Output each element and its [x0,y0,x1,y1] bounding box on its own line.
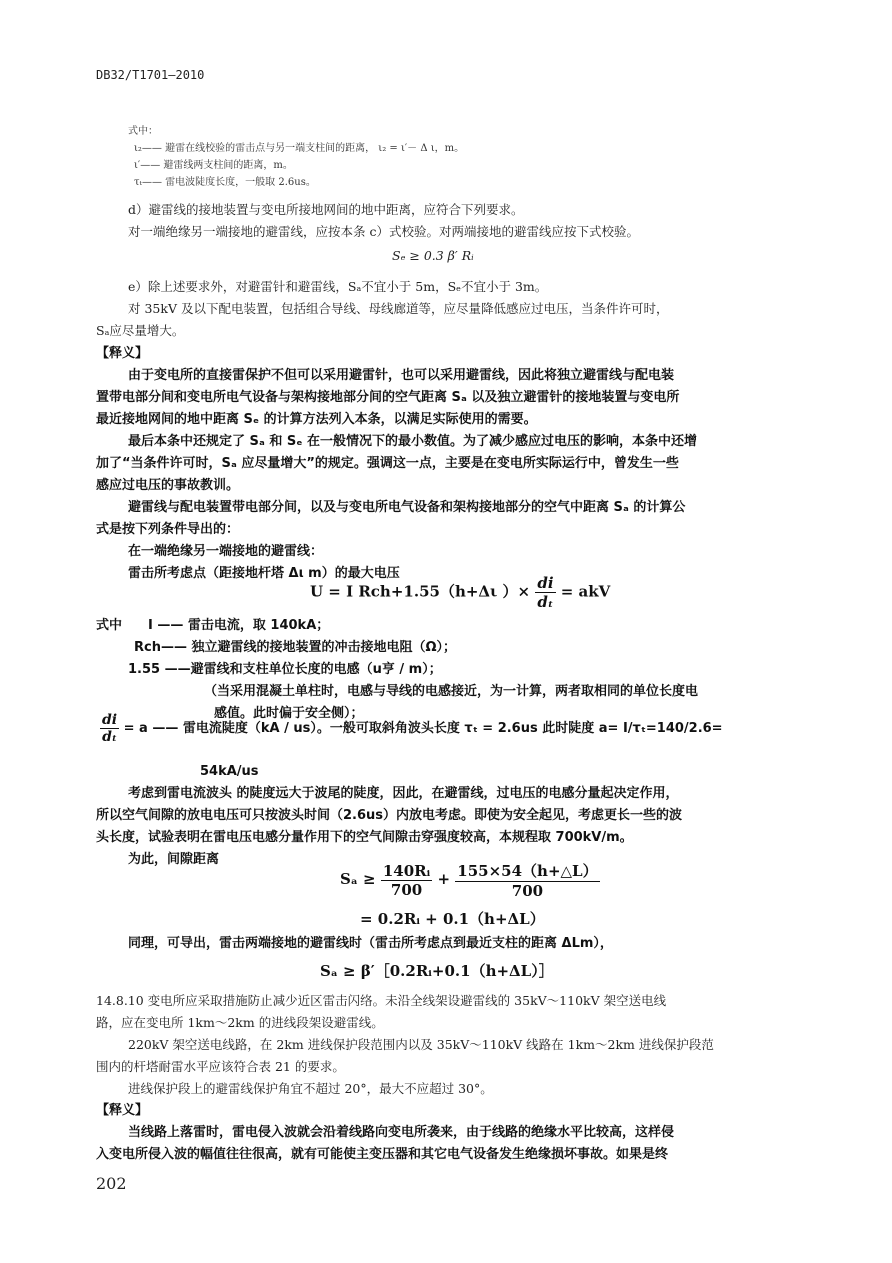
steepness-denominator: dₜ [102,729,118,745]
eq1-rhs: = akV [560,582,611,601]
section-title-shiyi-2: 【释义】 [96,1103,149,1118]
definition-l2: ι₂—— 避雷在线校验的雷击点与另一端支柱间的距离， ι₂ = ι′－ Δ ι，m。 [134,143,465,154]
shiyi-p4: 在一端绝缘另一端接地的避雷线： [128,544,324,559]
shiyi-p2-line2: 加了“当条件许可时，Sₐ 应尽量增大”的规定。强调这一点，主要是在变电所实际运行中，曾发生一些 [96,456,679,471]
shiyi-p1-line3: 最近接地网间的地中距离 Sₑ 的计算方法列入本条，以满足实际使用的需要。 [96,412,537,427]
clause-14-8-10-line4: 围内的杆塔耐雷水平应该符合表 21 的要求。 [96,1059,345,1074]
shiyi-p1-line2: 置带电部分间和变电所电气设备与架构接地部分间的空气距离 Sₐ 以及独立避雷针的接地装置与变电所 [96,390,680,405]
clause-14-8-10-line2: 路，应在变电所 1km～2km 的进线段架设避雷线。 [96,1015,384,1030]
equation-gap-distance-result: = 0.2Rᵢ + 0.1（h+ΔL） [360,910,545,928]
eq1-lhs: U = I Rch+1.55（h+Δι ）× [310,582,531,601]
steepness-text: = a —— 雷电流陡度（kA / us）。一般可取斜角波头长度 τₜ = 2.6us 此时陡度 a= I/τₜ=140/2.6= [123,721,723,736]
definitions-intro: 式中： [128,126,158,137]
eq2-numerator2: 155×54（h+△L） [457,862,598,880]
where-note-line2: 感值。此时偏于安全侧）； [214,706,364,721]
where-label: 式中 [96,618,123,633]
eq2-numerator1: 140Rᵢ [382,861,431,880]
clause-14-8-10-line5: 进线保护段上的避雷线保护角宜不超过 20°，最大不应超过 30°。 [128,1081,493,1096]
shiyi-p2-line3: 感应过电压的事故教训。 [96,478,240,493]
clause-e-text: e）除上述要求外，对避雷针和避雷线，Sₐ不宜小于 5m，Sₑ不宜小于 3m。 [128,279,548,294]
equation-two-end: Sₐ ≥ β′［0.2Rᵢ+0.1（h+ΔL）］ [320,962,554,980]
eq1-denominator: dₜ [537,593,554,611]
equation-gap-distance [340,860,600,900]
section-title-shiyi: 【释义】 [96,346,149,361]
equation-max-voltage [310,574,610,611]
shiyi-p6-line3: 头长度，试验表明在雷电压电感分量作用下的空气间隙击穿强度较高，本规程取 700kV/m。 [96,830,633,845]
paragraph-35kv: 对 35kV 及以下配电装置，包括组合导线、母线廊道等，应尽量降低感应过电压，当条件许可时， [128,301,669,316]
shiyi-p2-line1: 最后本条中还规定了 Sₐ 和 Sₑ 在一般情况下的最小数值。为了减少感应过电压的影响，本条中还增 [128,434,698,449]
paragraph-35kv-cont: Sₐ应尽量增大。 [96,323,185,338]
shiyi2-line1: 当线路上落雷时，雷电侵入波就会沿着线路向变电所袭来，由于线路的绝缘水平比较高，这样侵 [128,1125,675,1140]
clause-14-8-10-line3: 220kV 架空送电线路，在 2km 进线保护段范围内以及 35kV～110kV 线路在 1km～2km 进线保护段范 [128,1037,714,1052]
where-item-steepness [100,712,723,745]
where-item-inductance: 1.55 ——避雷线和支柱单位长度的电感（u亨 / m）； [128,662,442,677]
definition-tau: τₜ—— 雷电波陡度长度，一般取 2.6us。 [134,177,316,188]
document-code: DB32/T1701—2010 [96,68,205,82]
eq2-fraction1 [381,862,432,899]
shiyi-p7: 为此，间隙距离 [128,852,220,867]
eq1-numerator: di [537,574,554,592]
eq2-plus: + [437,870,451,888]
formula-se: Sₑ ≥ 0.3 β′ Rᵢ [392,248,474,263]
shiyi-p1-line1: 由于变电所的直接雷保护不但可以采用避雷针，也可以采用避雷线，因此将独立避雷线与配电装 [128,368,675,383]
shiyi-p6-line1: 考虑到雷电流波头 的陡度远大于波尾的陡度，因此，在避雷线，过电压的电感分量起决定作用， [128,786,679,801]
shiyi-p8: 同理，可导出，雷击两端接地的避雷线时（雷击所考虑点到最近支柱的距离 ΔLm）， [128,936,613,951]
steepness-numerator: di [102,712,118,728]
eq1-fraction [535,574,555,611]
where-item-resistance: Rch—— 独立避雷线的接地装置的冲击接地电阻（Ω）； [134,640,457,655]
shiyi-p5: 雷击所考虑点（距接地杆塔 Δι m）的最大电压 [128,566,400,581]
shiyi-p6-line2: 所以空气间隙的放电电压可只按波头时间（2.6us）内放电考虑。即使为安全起见，考虑更长一些的波 [96,808,683,823]
where-item-current: I —— 雷击电流，取 140kA； [148,618,330,633]
steepness-fraction [100,712,119,745]
shiyi-p3-line1: 避雷线与配电装置带电部分间，以及与变电所电气设备和架构接地部分的空气中距离 Sₐ 的计算公 [128,500,686,515]
steepness-value: 54kA/us [200,764,259,779]
eq2-fraction2 [455,860,599,900]
eq2-denominator1: 700 [390,880,423,899]
where-note-line1: （当采用混凝土单柱时，电感与导线的电感接近，为一计算，两者取相同的单位长度电 [204,684,699,699]
clause-d-text: 对一端绝缘另一端接地的避雷线，应按本条 c）式校验。对两端接地的避雷线应按下式校验。 [128,224,639,239]
clause-d-title: d）避雷线的接地装置与变电所接地网间的地中距离，应符合下列要求。 [128,202,524,217]
eq2-denominator2: 700 [511,882,544,900]
clause-14-8-10-line1: 14.8.10 变电所应采取措施防止减少近区雷击闪络。未沿全线架设避雷线的 35kV～110kV 架空送电线 [96,993,667,1008]
eq2-lhs: Sₐ ≥ [340,870,376,888]
definition-lprime: ι′—— 避雷线两支柱间的距离，m。 [134,160,293,171]
page-number: 202 [96,1174,127,1193]
shiyi2-line2: 入变电所侵入波的幅值往往很高，就有可能使主变压器和其它电气设备发生绝缘损坏事故。如果是终 [96,1147,669,1162]
shiyi-p3-line2: 式是按下列条件导出的： [96,522,240,537]
